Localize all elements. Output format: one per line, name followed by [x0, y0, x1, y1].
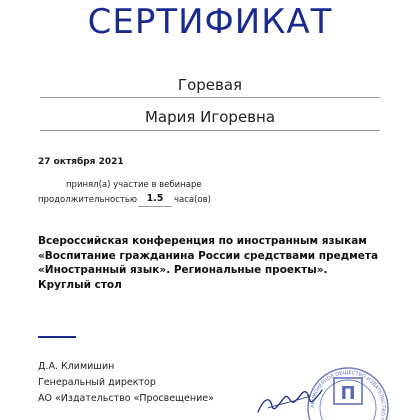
event-date: 27 октября 2021: [38, 157, 124, 167]
seal-logo-text: П: [340, 383, 356, 404]
event-title-line: «Воспитание гражданина России средствами предмета: [38, 249, 379, 262]
signatory-position: Генеральный директор: [38, 377, 156, 388]
recipient-surname: Горевая: [177, 76, 243, 94]
signature-divider: [38, 336, 76, 338]
hours-unit: часа(ов): [174, 195, 211, 205]
certificate-title: СЕРТИФИКАТ: [87, 2, 333, 42]
event-title-line: Круглый стол: [38, 278, 122, 291]
name-underline: [40, 130, 380, 131]
hours-value: 1.5: [146, 193, 164, 204]
surname-underline: [40, 97, 380, 98]
event-title-line: Всероссийская конференция по иностранным языкам: [38, 235, 367, 247]
recipient-name: Мария Игоревна: [144, 108, 276, 126]
duration-label: продолжительностью: [38, 195, 138, 205]
participation-text: принял(а) участие в вебинаре: [66, 180, 202, 190]
handwritten-signature: [254, 382, 324, 418]
event-title-line: «Иностранный язык». Региональные проекты».: [38, 264, 328, 276]
hours-underline: [138, 206, 172, 207]
seal-ring-text: АКЦИОНЕРНОЕ ОБЩЕСТВО ИЗДАТЕЛЬСТВО П: [309, 369, 387, 420]
signatory-organization: АО «Издательство «Просвещение»: [38, 393, 214, 404]
event-title: [38, 234, 388, 292]
signatory-name: Д.А. Климишин: [38, 361, 115, 372]
